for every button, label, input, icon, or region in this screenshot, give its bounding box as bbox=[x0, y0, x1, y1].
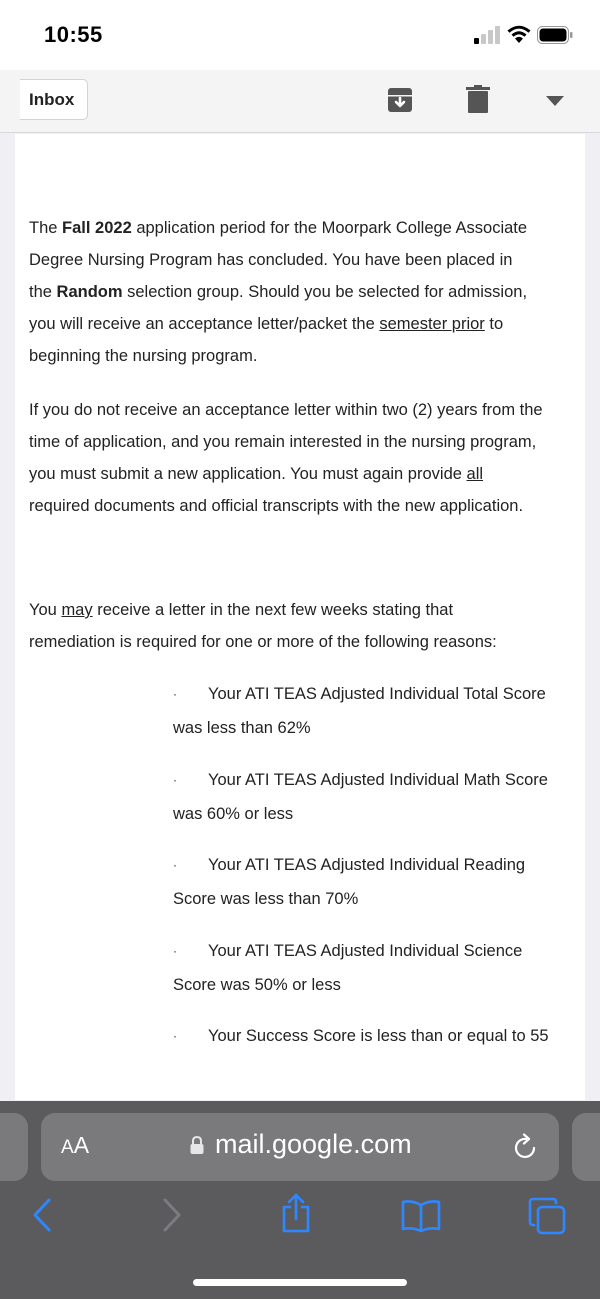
status-time: 10:55 bbox=[44, 22, 103, 47]
list-item: · Your ATI TEAS Adjusted Individual Reading Score was less than 70% bbox=[173, 856, 526, 908]
address-bar[interactable] bbox=[41, 1113, 559, 1181]
bookmarks-icon[interactable] bbox=[400, 1199, 442, 1233]
mail-header bbox=[0, 70, 600, 133]
paragraph-reapply: If you do not receive an acceptance letter within two (2) years from the time of application, and you remain interested in the nursing program, you must submit a new application. You must again provide all required documents and official transcripts with the new application. bbox=[29, 401, 543, 515]
paragraph-application-period: The Fall 2022 application period for the Moorpark College Associate Degree Nursing Program has concluded. You have been placed in the Random selection group. Should you be selected for admission, you will receive an acceptance letter/packet the semester prior to beginning the nursing program. bbox=[29, 219, 528, 365]
list-item: · Your Success Score is less than or equal to 55 bbox=[173, 1027, 549, 1045]
inbox-back-button[interactable] bbox=[20, 79, 88, 120]
status-bar bbox=[0, 0, 600, 70]
trash-icon[interactable] bbox=[466, 85, 490, 113]
share-icon[interactable] bbox=[280, 1193, 312, 1233]
tabs-icon[interactable] bbox=[528, 1197, 566, 1235]
page-settings-button[interactable]: AA bbox=[61, 1132, 90, 1158]
forward-arrow-icon[interactable] bbox=[160, 1197, 184, 1233]
list-item: · Your ATI TEAS Adjusted Individual Total Score was less than 62% bbox=[173, 685, 546, 737]
next-tab-preview[interactable] bbox=[572, 1113, 600, 1181]
wifi-icon bbox=[506, 24, 532, 44]
cellular-signal-icon bbox=[474, 26, 502, 44]
battery-icon bbox=[537, 25, 573, 45]
list-item: · Your ATI TEAS Adjusted Individual Science Score was 50% or less bbox=[173, 942, 523, 994]
chevron-down-icon[interactable] bbox=[546, 96, 564, 106]
safari-toolbar bbox=[0, 1101, 600, 1299]
lock-icon bbox=[189, 1135, 205, 1155]
url-text: mail.google.com bbox=[215, 1129, 412, 1159]
previous-tab-preview[interactable] bbox=[0, 1113, 28, 1181]
paragraph-remediation: You may receive a letter in the next few weeks stating that remediation is required for one or more of the following reasons: bbox=[29, 601, 497, 651]
reload-icon[interactable] bbox=[513, 1133, 539, 1161]
inbox-back-label: Inbox bbox=[29, 89, 75, 109]
back-arrow-icon[interactable] bbox=[30, 1197, 54, 1233]
list-item: · Your ATI TEAS Adjusted Individual Math Score was 60% or less bbox=[173, 771, 548, 823]
archive-icon[interactable] bbox=[387, 87, 413, 113]
home-indicator[interactable] bbox=[193, 1279, 407, 1286]
